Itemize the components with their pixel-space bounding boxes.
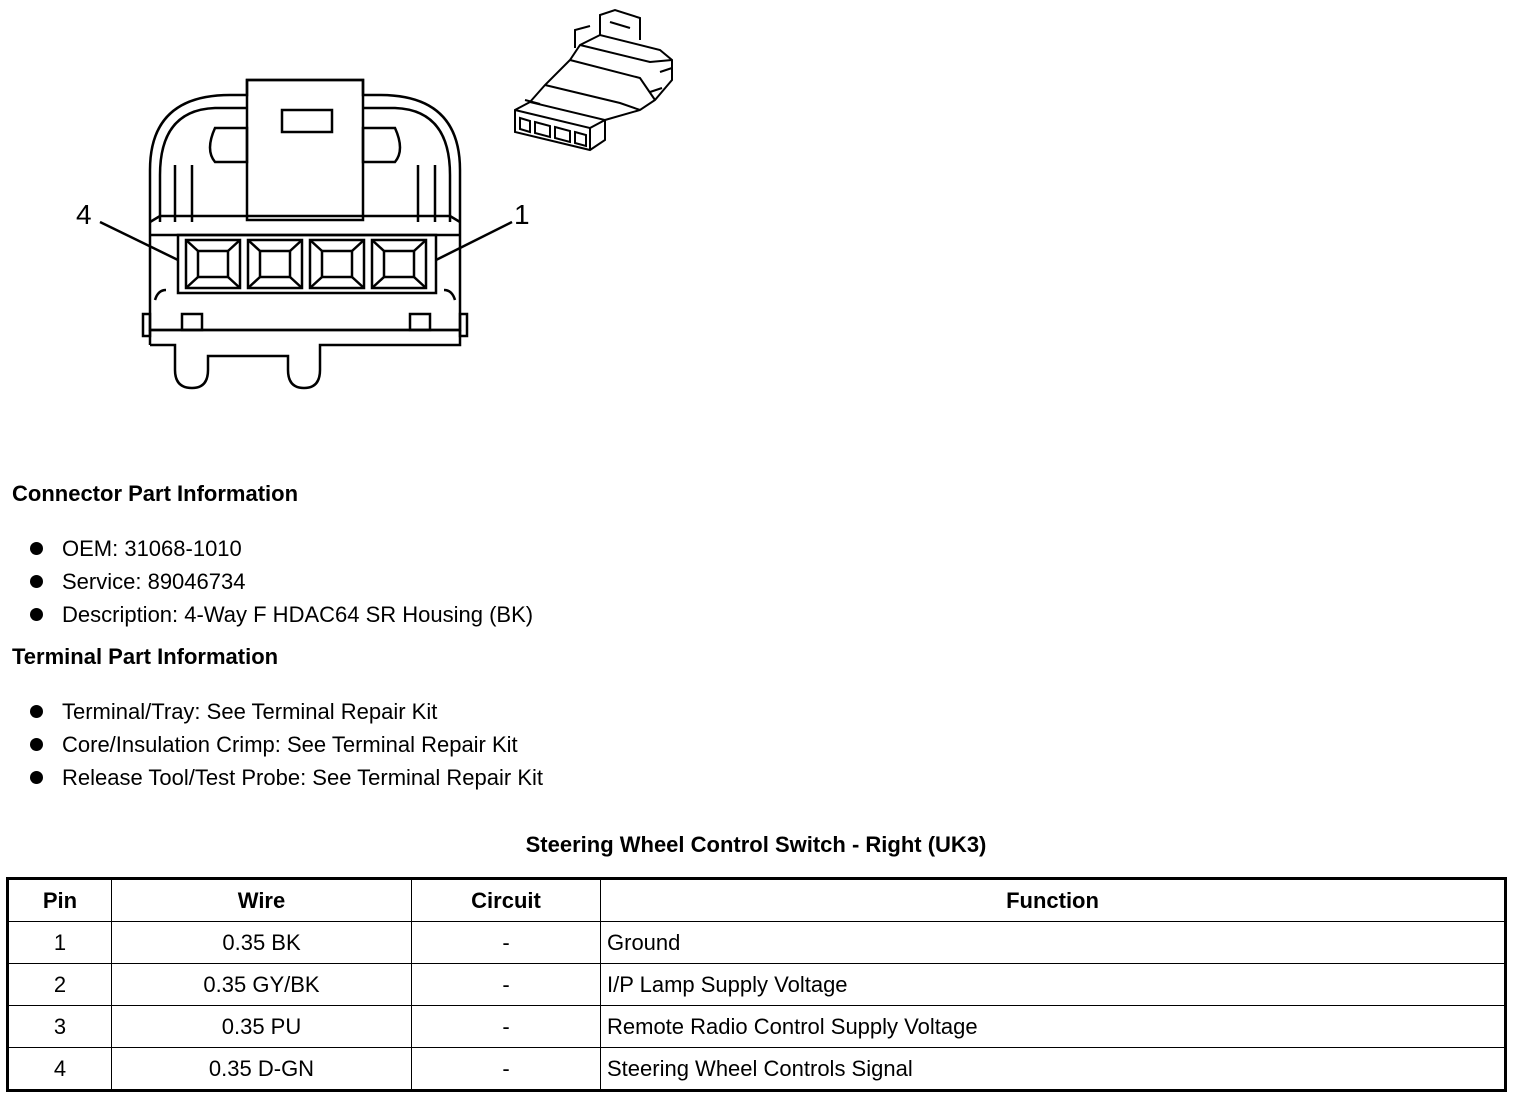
cell-wire: 0.35 D-GN <box>112 1048 412 1091</box>
connector-isometric-view <box>515 10 672 150</box>
bullet-icon <box>30 738 43 751</box>
pin-table <box>6 877 1507 1092</box>
connector-part-heading: Connector Part Information <box>12 481 299 506</box>
connector-diagram <box>60 0 700 400</box>
pin-4-label: 4 <box>76 199 92 230</box>
cell-circuit: - <box>412 1006 601 1048</box>
connector-face-view <box>143 80 467 388</box>
pin-4-leader <box>100 222 178 260</box>
list-item <box>28 728 543 761</box>
terminal-part-list <box>28 695 543 794</box>
bullet-icon <box>30 771 43 784</box>
cell-circuit: - <box>412 1048 601 1091</box>
list-item-text: OEM: 31068-1010 <box>62 536 242 561</box>
terminal-part-heading: Terminal Part Information <box>12 644 279 669</box>
pin-1-leader <box>436 222 512 260</box>
table-row <box>8 1048 1506 1091</box>
table-title: Steering Wheel Control Switch - Right (UK3) <box>525 832 987 857</box>
header-pin: Pin <box>8 879 112 922</box>
list-item-text: Core/Insulation Crimp: See Terminal Repair Kit <box>62 732 518 757</box>
bullet-icon <box>30 608 43 621</box>
header-function: Function <box>601 879 1506 922</box>
header-circuit: Circuit <box>412 879 601 922</box>
cell-function: Ground <box>601 922 1506 964</box>
bullet-icon <box>30 575 43 588</box>
cell-function: Remote Radio Control Supply Voltage <box>601 1006 1506 1048</box>
cell-pin: 2 <box>8 964 112 1006</box>
list-item <box>28 532 533 565</box>
list-item <box>28 761 543 794</box>
list-item <box>28 598 533 631</box>
cell-pin: 4 <box>8 1048 112 1091</box>
list-item <box>28 565 533 598</box>
cell-wire: 0.35 PU <box>112 1006 412 1048</box>
table-row <box>8 964 1506 1006</box>
list-item-text: Description: 4-Way F HDAC64 SR Housing (BK) <box>62 602 534 627</box>
bullet-icon <box>30 542 43 555</box>
cell-pin: 3 <box>8 1006 112 1048</box>
table-header-row <box>8 879 1506 922</box>
cell-function: I/P Lamp Supply Voltage <box>601 964 1506 1006</box>
cell-function: Steering Wheel Controls Signal <box>601 1048 1506 1091</box>
list-item-text: Service: 89046734 <box>62 569 246 594</box>
pin-1-label: 1 <box>514 199 530 230</box>
connector-part-list <box>28 532 533 631</box>
cell-circuit: - <box>412 964 601 1006</box>
list-item-text: Terminal/Tray: See Terminal Repair Kit <box>62 699 438 724</box>
header-wire: Wire <box>112 879 412 922</box>
cell-wire: 0.35 GY/BK <box>112 964 412 1006</box>
cell-wire: 0.35 BK <box>112 922 412 964</box>
bullet-icon <box>30 705 43 718</box>
cell-circuit: - <box>412 922 601 964</box>
list-item <box>28 695 543 728</box>
cell-pin: 1 <box>8 922 112 964</box>
list-item-text: Release Tool/Test Probe: See Terminal Repair Kit <box>62 765 543 790</box>
table-row <box>8 922 1506 964</box>
table-row <box>8 1006 1506 1048</box>
